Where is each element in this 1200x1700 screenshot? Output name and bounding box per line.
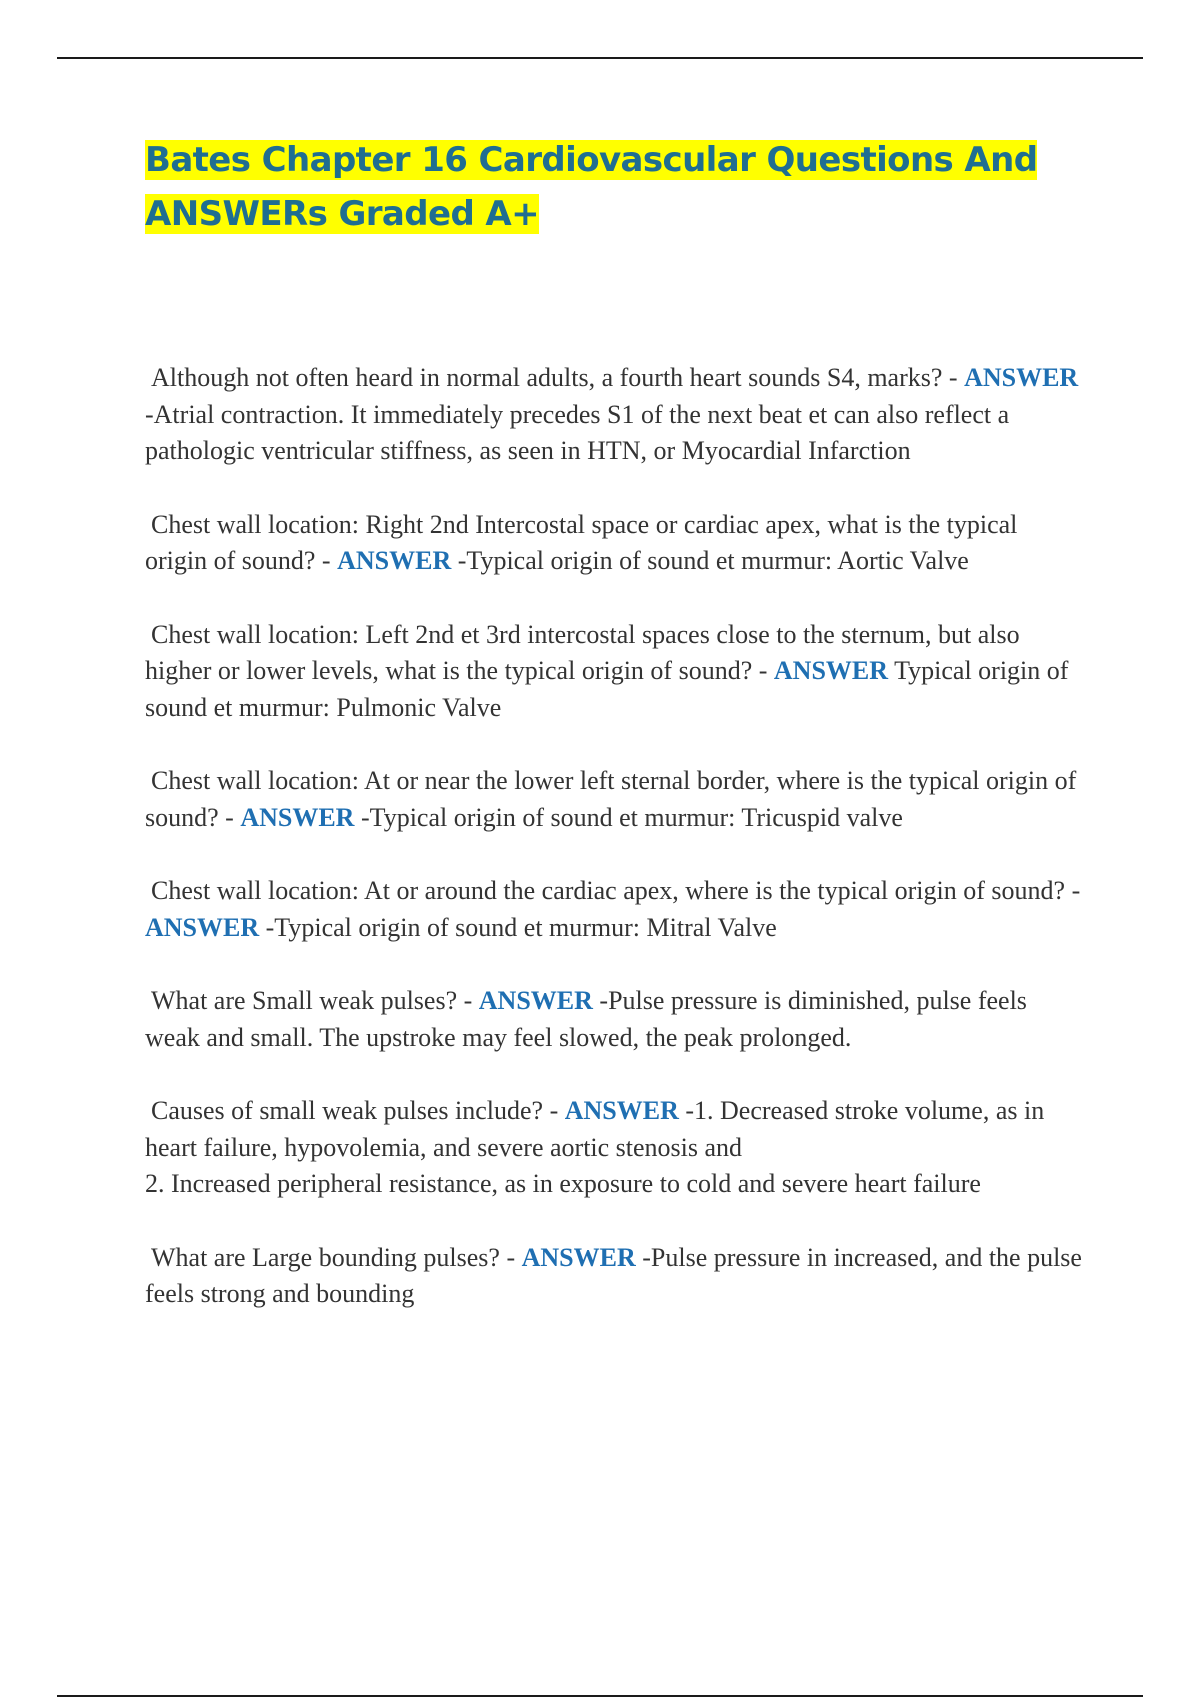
- bottom-rule: [57, 1695, 1143, 1697]
- question-text: Chest wall location: Left 2nd et 3rd intercostal spaces close to the sternum, but also higher or lower levels, what is the typical origin of sound? -: [145, 619, 1020, 685]
- title-block: [145, 133, 1045, 241]
- qa-list: [145, 360, 1085, 1350]
- qa-item: [145, 763, 1085, 836]
- answer-text: -Pulse pressure in increased, and the pulse feels strong and bounding: [145, 1242, 1082, 1308]
- answer-text: -Atrial contraction. It immediately precedes S1 of the next beat et can also reflect a pathologic ventricular stiffness, as seen in HTN, or Myocardial Infarction: [145, 399, 1010, 465]
- answer-text-continued: 2. Increased peripheral resistance, as in exposure to cold and severe heart failure: [145, 1169, 981, 1198]
- answer-text: -1. Decreased stroke volume, as in heart failure, hypovolemia, and severe aortic stenosis and: [145, 1096, 1045, 1162]
- question-text: Chest wall location: At or near the lower left sternal border, where is the typical origin of sound? -: [145, 766, 1077, 832]
- answer-text: -Typical origin of sound et murmur: Tricuspid valve: [354, 802, 903, 832]
- question-text: Although not often heard in normal adults, a fourth heart sounds S4, marks? -: [151, 363, 958, 392]
- qa-item: [145, 1240, 1085, 1313]
- answer-label: ANSWER: [564, 1096, 679, 1125]
- answer-label: ANSWER: [337, 546, 452, 575]
- qa-item: [145, 873, 1085, 946]
- qa-item: [145, 360, 1085, 470]
- answer-label: ANSWER: [521, 1242, 636, 1272]
- answer-text: -Pulse pressure is diminished, pulse feels weak and small. The upstroke may feel slowed, the peak prolonged.: [145, 986, 1027, 1052]
- document-title: Bates Chapter 16 Cardiovascular Questions And ANSWERs Graded A+: [145, 140, 1038, 234]
- question-text: Causes of small weak pulses include? -: [151, 1096, 559, 1125]
- answer-text: -Typical origin of sound et murmur: Mitral Valve: [259, 912, 777, 942]
- answer-text: -Typical origin of sound et murmur: Aortic Valve: [451, 546, 969, 575]
- question-text: What are Large bounding pulses? -: [151, 1242, 516, 1272]
- top-rule: [57, 57, 1143, 59]
- answer-label: ANSWER: [773, 656, 889, 685]
- answer-label: ANSWER: [145, 912, 260, 942]
- question-text: Chest wall location: At or around the cardiac apex, where is the typical origin of sound? -: [151, 876, 1081, 905]
- qa-item: [145, 983, 1085, 1056]
- qa-item: [145, 617, 1085, 727]
- qa-item: [145, 1093, 1085, 1203]
- answer-label: ANSWER: [964, 363, 1079, 392]
- answer-label: ANSWER: [240, 802, 355, 832]
- answer-text: Typical origin of sound et murmur: Pulmonic Valve: [145, 656, 1069, 722]
- question-text: Chest wall location: Right 2nd Intercostal space or cardiac apex, what is the typical origin of sound? -: [145, 509, 1018, 575]
- qa-item: [145, 507, 1085, 580]
- answer-label: ANSWER: [478, 986, 593, 1015]
- question-text: What are Small weak pulses? -: [151, 986, 473, 1015]
